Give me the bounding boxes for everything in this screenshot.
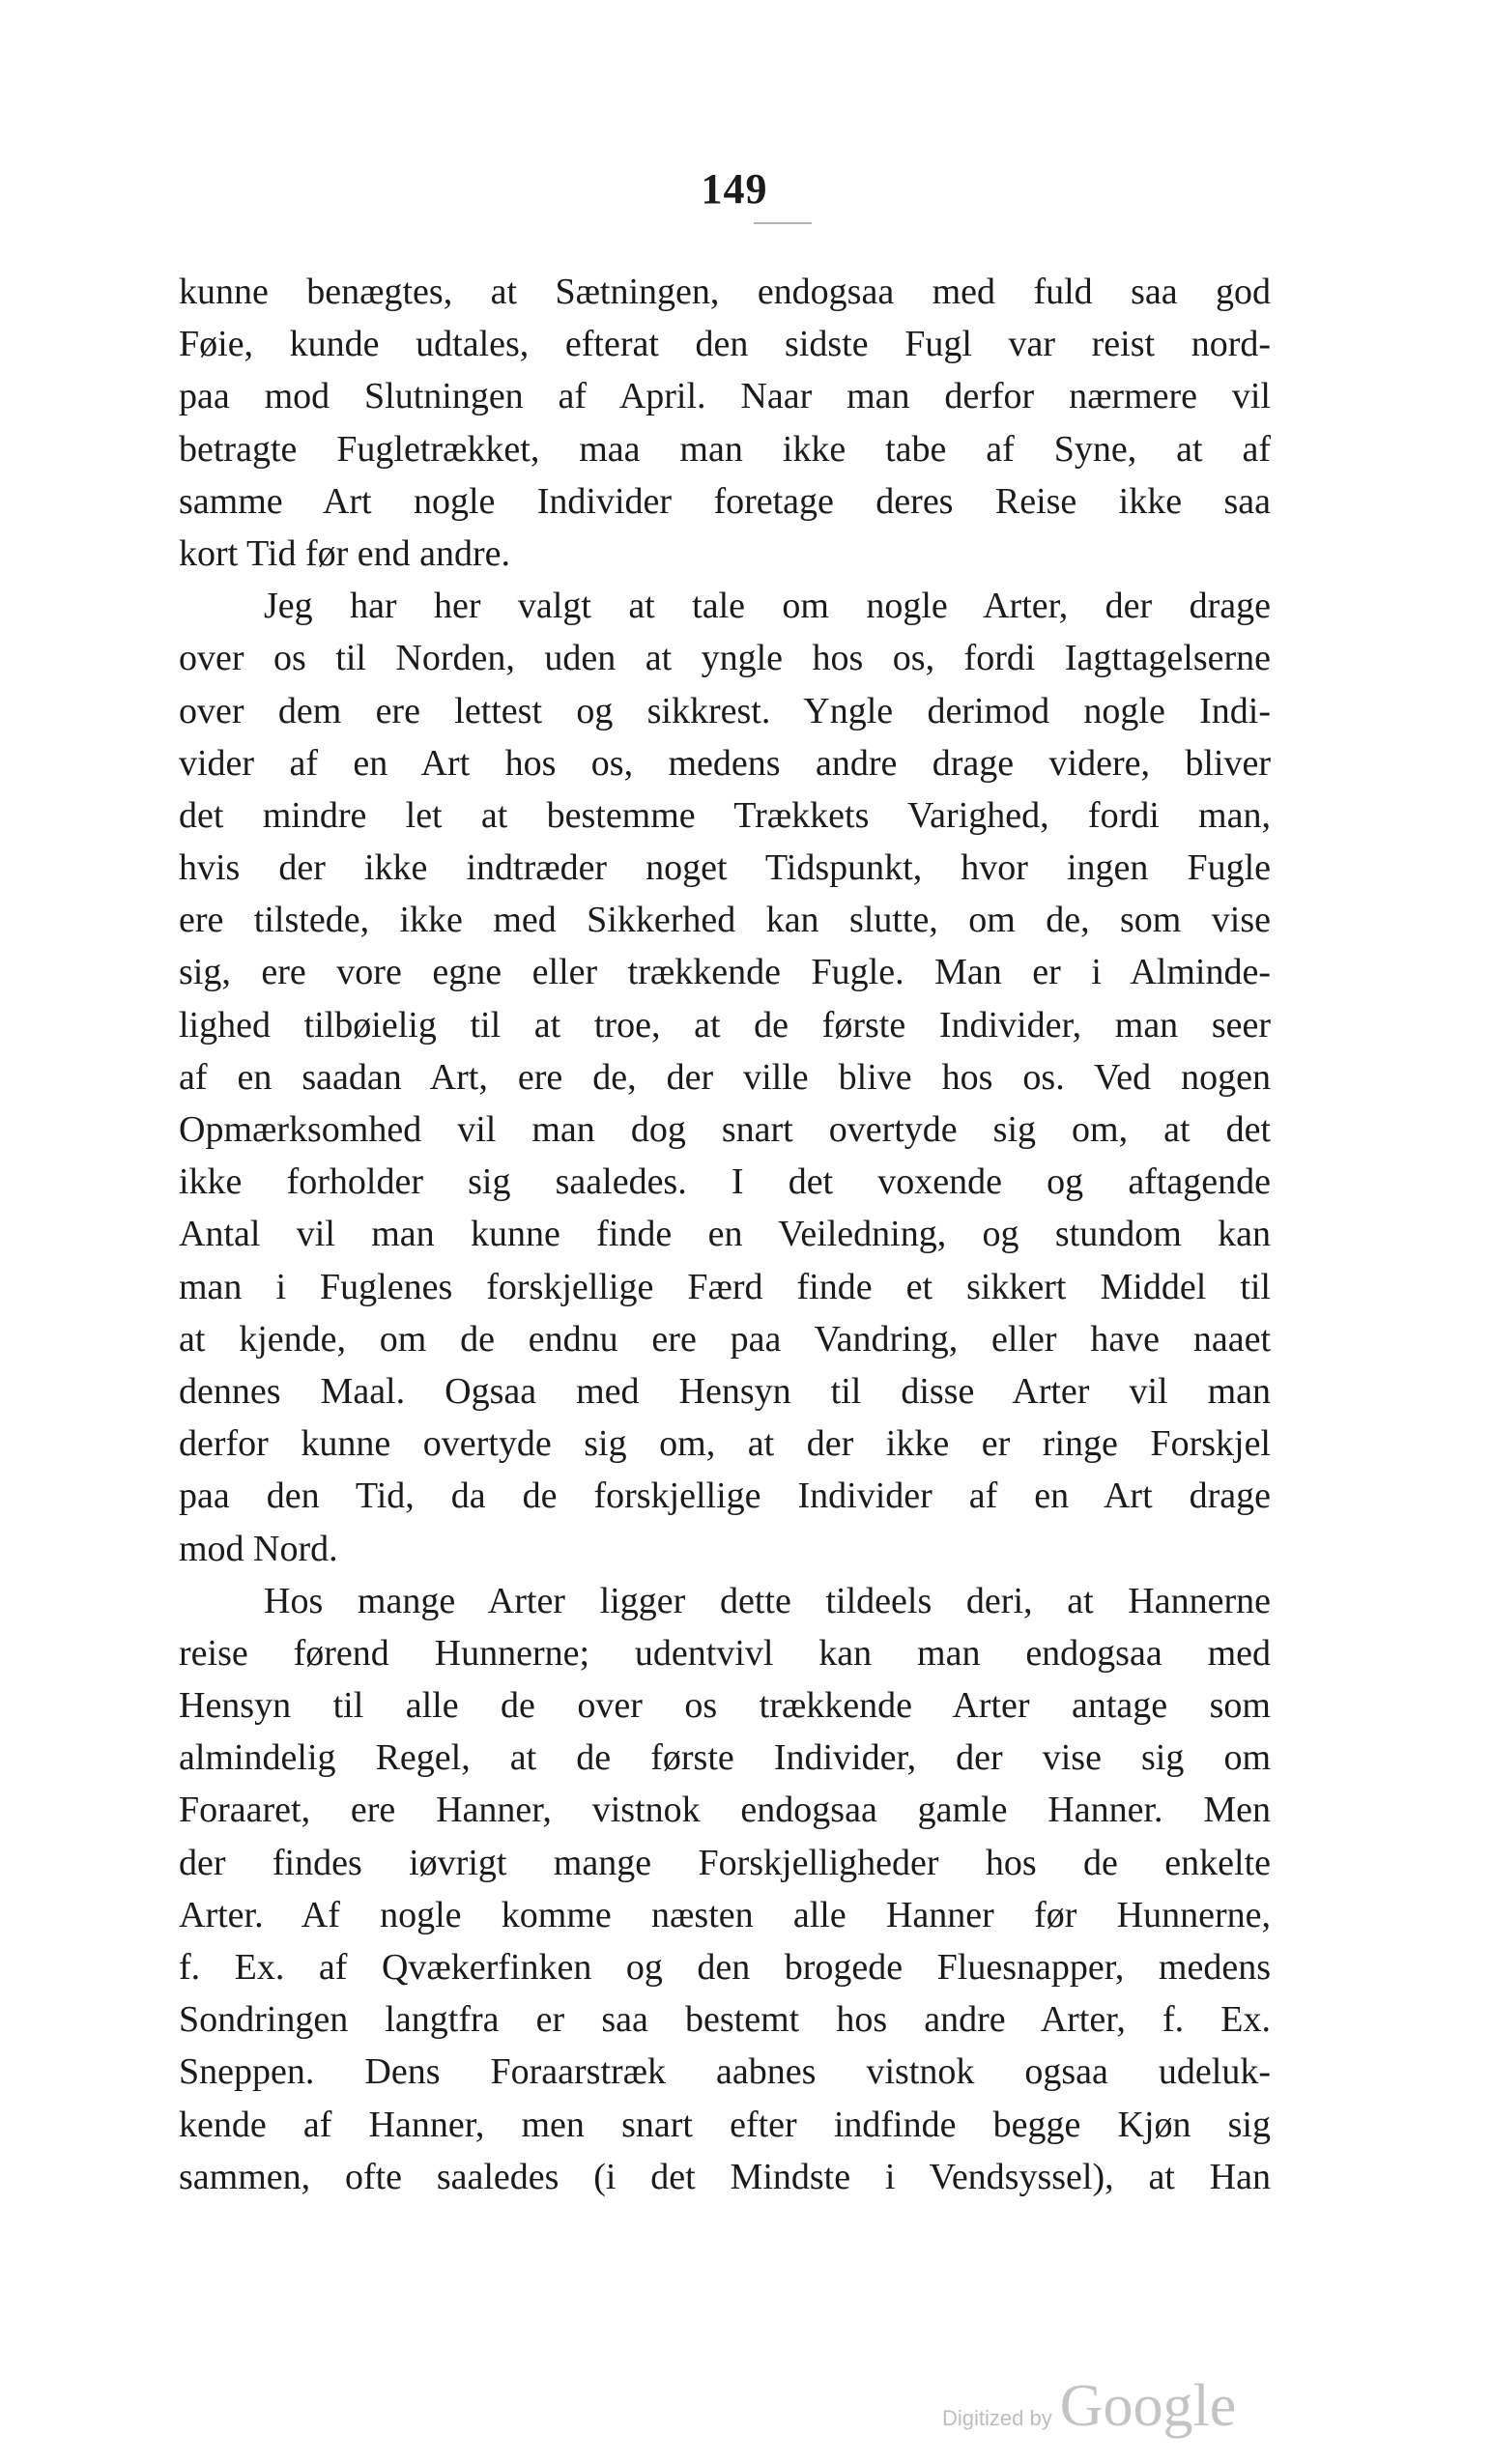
- text-line: af en saadan Art, ere de, der ville blive hos os. Ved nogen: [179, 1056, 1271, 1098]
- text-line: Føie, kunde udtales, efterat den sidste Fugl var reist nord-: [179, 324, 1271, 365]
- text-line: Sneppen. Dens Foraarstræk aabnes vistnok ogsaa udeluk-: [179, 2051, 1271, 2093]
- text-line: ikke forholder sig saaledes. I det voxende og aftagende: [179, 1161, 1271, 1203]
- text-line: ere tilstede, ikke med Sikkerhed kan slutte, om de, som vise: [179, 900, 1271, 941]
- text-line: over dem ere lettest og sikkrest. Yngle derimod nogle Indi-: [179, 690, 1271, 731]
- watermark-prefix: Digitized by: [942, 2406, 1052, 2430]
- text-line: betragte Fugletrækket, maa man ikke tabe af Syne, at af: [179, 428, 1271, 470]
- text-line: hvis der ikke indtræder noget Tidspunkt, hvor ingen Fugle: [179, 847, 1271, 889]
- body-text: [179, 266, 1271, 2203]
- page-number: 149: [701, 165, 768, 213]
- text-line: det mindre let at bestemme Trækkets Varighed, fordi man,: [179, 794, 1271, 836]
- text-line: kort Tid før end andre.: [179, 532, 511, 574]
- text-line: der findes iøvrigt mange Forskjelligheder hos de enkelte: [179, 1842, 1271, 1883]
- digitized-watermark: [942, 2372, 1236, 2450]
- text-line: dennes Maal. Ogsaa med Hensyn til disse Arter vil man: [179, 1370, 1271, 1412]
- text-line: samme Art nogle Individer foretage deres Reise ikke saa: [179, 480, 1271, 522]
- text-line: kende af Hanner, men snart efter indfinde begge Kjøn sig: [179, 2104, 1271, 2145]
- text-line: Antal vil man kunne finde en Veiledning, og stundom kan: [179, 1214, 1271, 1255]
- text-line: Arter. Af nogle komme næsten alle Hanner før Hunnerne,: [179, 1894, 1271, 1935]
- text-line: lighed tilbøielig til at troe, at de første Individer, man seer: [179, 1004, 1271, 1046]
- text-line: reise førend Hunnerne; udentvivl kan man endogsaa med: [179, 1632, 1271, 1674]
- text-line: derfor kunne overtyde sig om, at der ikke er ringe Forskjel: [179, 1423, 1271, 1465]
- text-line: Sondringen langtfra er saa bestemt hos andre Arter, f. Ex.: [179, 1999, 1271, 2041]
- text-line: man i Fuglenes forskjellige Færd finde et sikkert Middel til: [179, 1266, 1271, 1307]
- text-line: vider af en Art hos os, medens andre drage videre, bliver: [179, 742, 1271, 784]
- text-line: almindelig Regel, at de første Individer, der vise sig om: [179, 1737, 1271, 1779]
- text-line: mod Nord.: [179, 1528, 338, 1569]
- page-number-rule: [754, 222, 812, 224]
- text-line: kunne benægtes, at Sætningen, endogsaa med fuld saa god: [179, 272, 1271, 312]
- text-line: Foraaret, ere Hanner, vistnok endogsaa gamle Hanner. Men: [179, 1790, 1271, 1831]
- text-line: paa den Tid, da de forskjellige Individer af en Art drage: [179, 1476, 1271, 1517]
- text-line: Jeg har her valgt at tale om nogle Arter, der drage: [264, 586, 1271, 627]
- text-line: sig, ere vore egne eller trækkende Fugle. Man er i Alminde-: [179, 952, 1271, 993]
- text-line: at kjende, om de endnu ere paa Vandring, eller have naaet: [179, 1318, 1271, 1360]
- text-line: over os til Norden, uden at yngle hos os, fordi Iagttagelserne: [179, 638, 1271, 679]
- text-line: Hensyn til alle de over os trækkende Arter antage som: [179, 1685, 1271, 1727]
- text-line: f. Ex. af Qvækerfinken og den brogede Fluesnapper, medens: [179, 1947, 1271, 1988]
- text-line: sammen, ofte saaledes (i det Mindste i Vendsyssel), at Han: [179, 2156, 1271, 2197]
- google-logo: Google: [1059, 2373, 1237, 2439]
- text-line: Opmærksomhed vil man dog snart overtyde sig om, at det: [179, 1109, 1271, 1150]
- text-line: Hos mange Arter ligger dette tildeels deri, at Hannerne: [264, 1580, 1271, 1621]
- text-line: paa mod Slutningen af April. Naar man derfor nærmere vil: [179, 376, 1271, 417]
